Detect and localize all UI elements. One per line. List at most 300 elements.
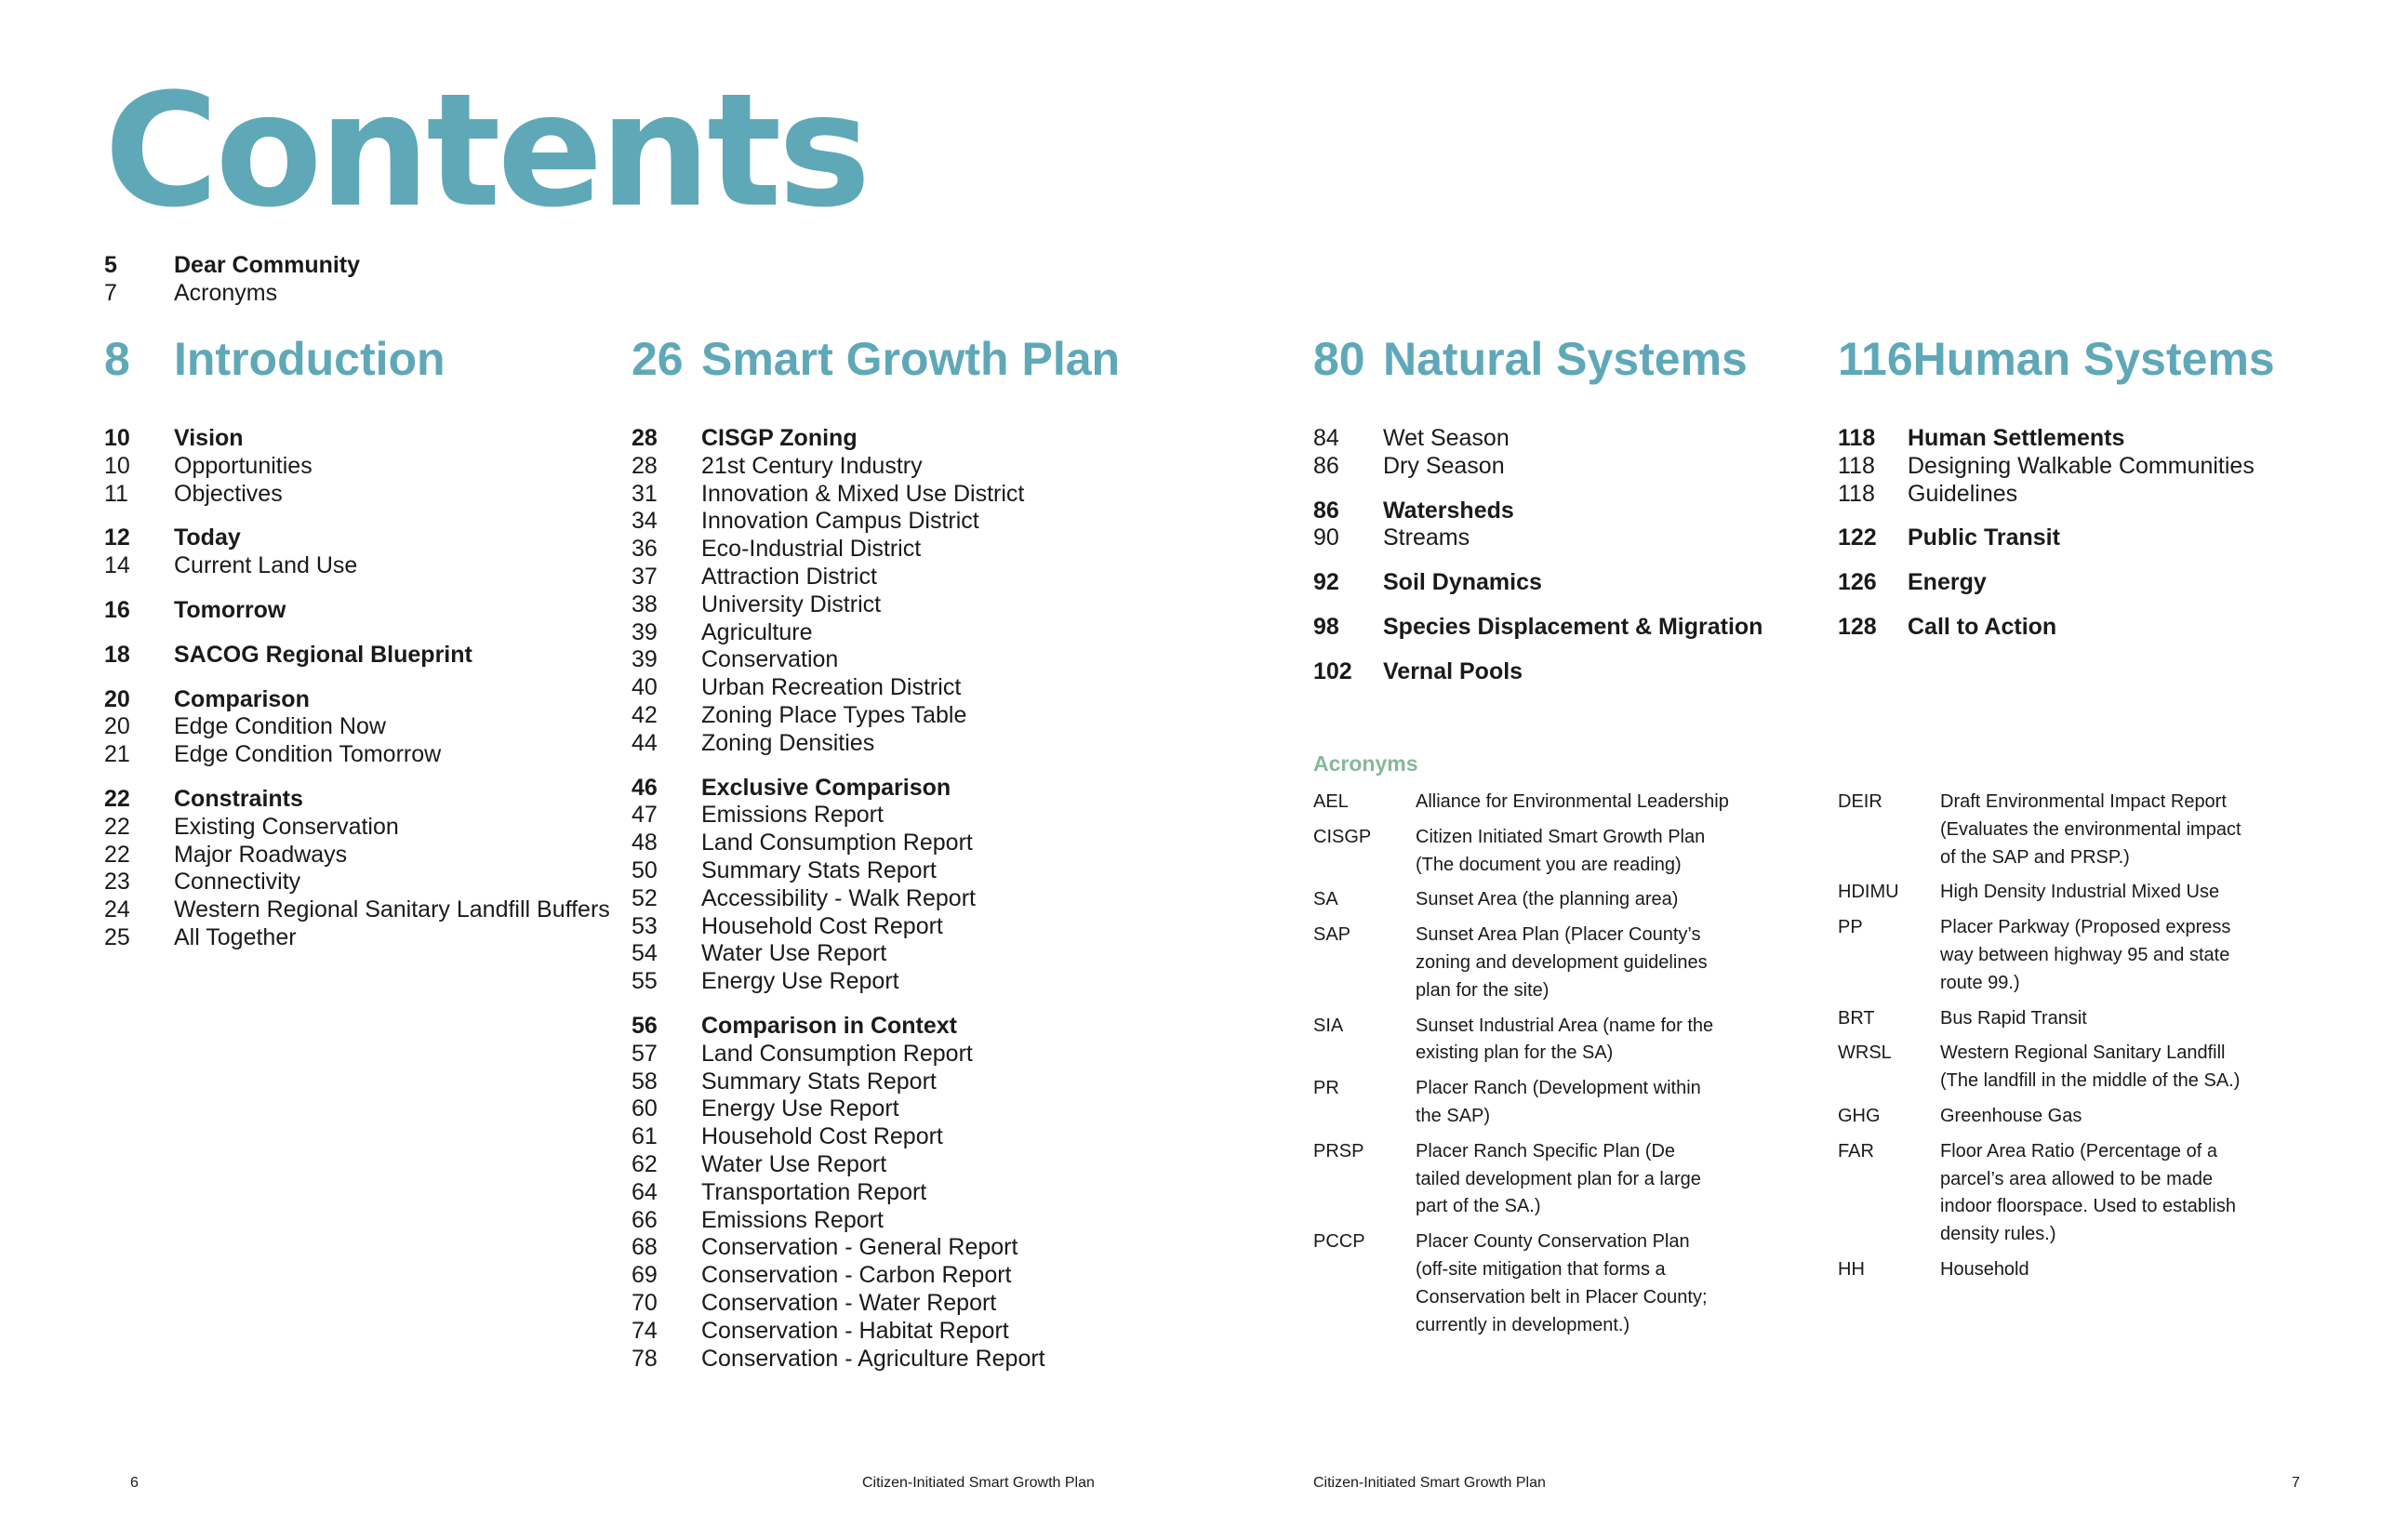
toc-entry[interactable] [632, 1290, 1120, 1318]
section-entries [1838, 425, 2275, 642]
acronym-abbreviation: DEIR [1838, 791, 1882, 812]
acronym-abbreviation: PRSP [1313, 1140, 1364, 1162]
acronym-abbreviation: GHG [1838, 1105, 1881, 1126]
toc-page-number: 54 [632, 940, 658, 967]
toc-page-number: 21 [104, 741, 130, 768]
toc-group [632, 775, 1120, 996]
acronym-definition-line: route 99.) [1940, 972, 2020, 993]
toc-page-number: 50 [632, 856, 658, 883]
toc-group [104, 425, 610, 508]
toc-page-number: 39 [632, 618, 658, 645]
section-title: Introduction [174, 333, 446, 385]
toc-label: Today [174, 524, 241, 551]
toc-entry[interactable] [632, 1013, 1120, 1041]
toc-label: Innovation Campus District [701, 508, 979, 535]
toc-label: Species Displacement & Migration [1383, 613, 1763, 640]
toc-entry[interactable] [632, 1095, 1120, 1123]
acronym-entry [1313, 1075, 1760, 1131]
toc-entry[interactable] [632, 425, 1120, 453]
toc-label: CISGP Zoning [701, 425, 858, 451]
toc-label: Call to Action [1908, 613, 2057, 640]
toc-entry[interactable] [632, 802, 1120, 830]
toc-label: Conservation - Agriculture Report [701, 1345, 1045, 1372]
toc-entry[interactable] [632, 885, 1120, 913]
toc-group [1838, 569, 2275, 597]
toc-group [104, 597, 610, 625]
toc-page-number: 23 [104, 869, 130, 896]
toc-entry[interactable] [104, 869, 610, 896]
acronym-definition-line: Household [1940, 1258, 2029, 1280]
toc-label: Summary Stats Report [701, 1068, 937, 1095]
toc-entry[interactable] [104, 425, 610, 453]
acronym-definition [1416, 1138, 1760, 1221]
toc-label: Energy Use Report [701, 1095, 899, 1122]
toc-entry[interactable] [104, 814, 610, 842]
toc-label: Zoning Place Types Table [701, 701, 967, 728]
section-entries [632, 425, 1120, 1373]
acronym-entry [1838, 879, 2284, 907]
toc-page-number: 90 [1313, 524, 1339, 551]
toc-page-number: 118 [1838, 425, 1876, 451]
toc-entry[interactable] [104, 924, 610, 952]
toc-entry[interactable] [104, 896, 610, 924]
toc-page-number: 86 [1313, 497, 1339, 524]
toc-page-number: 22 [104, 785, 130, 812]
acronym-definition [1416, 824, 1760, 880]
section-entries [104, 425, 610, 952]
toc-label: Land Consumption Report [701, 1040, 973, 1067]
section-page-number: 116 [1838, 333, 1913, 385]
toc-page-number: 86 [1313, 452, 1339, 479]
section-entries [1313, 425, 1762, 686]
toc-page-number: 118 [1838, 480, 1875, 507]
toc-entry[interactable] [632, 591, 1120, 619]
toc-entry[interactable] [1313, 614, 1762, 642]
acronym-definition [1940, 914, 2284, 997]
toc-label: Emissions Report [701, 802, 884, 829]
toc-entry[interactable] [104, 597, 610, 625]
toc-label: Transportation Report [701, 1178, 927, 1205]
toc-label: Exclusive Comparison [701, 774, 951, 801]
toc-label: Watersheds [1383, 497, 1514, 524]
acronym-definition-line: Bus Rapid Transit [1940, 1007, 2087, 1029]
toc-group [1313, 658, 1762, 686]
acronym-definition-line: High Density Industrial Mixed Use [1940, 882, 2220, 903]
toc-label: Tomorrow [174, 596, 286, 623]
acronym-definition-line: existing plan for the SA) [1416, 1042, 1614, 1064]
acronym-definition-line: parcel’s area allowed to be made [1940, 1168, 2214, 1189]
toc-entry[interactable] [104, 713, 610, 741]
toc-entry[interactable] [104, 642, 610, 670]
acronym-abbreviation: HDIMU [1838, 882, 1899, 903]
toc-page-number: 64 [632, 1178, 658, 1205]
acronym-definition-line: part of the SA.) [1416, 1196, 1541, 1217]
acronym-entry [1838, 789, 2284, 871]
toc-group [1313, 425, 1762, 481]
section-page-number: 80 [1313, 333, 1365, 385]
toc-group [104, 786, 610, 952]
acronyms-list-left [1313, 789, 1760, 1347]
toc-label: Eco-Industrial District [701, 536, 922, 563]
toc-page-number: 128 [1838, 613, 1877, 640]
toc-entry[interactable] [632, 1069, 1120, 1096]
acronym-definition-line: tailed development plan for a large [1416, 1168, 1701, 1189]
acronym-definition [1416, 1228, 1760, 1339]
toc-entry[interactable] [632, 1318, 1120, 1346]
toc-page-number: 55 [632, 968, 658, 995]
acronym-abbreviation: AEL [1313, 791, 1349, 812]
acronym-definition-line: indoor floorspace. Used to establish [1940, 1196, 2236, 1217]
toc-page-number: 16 [104, 596, 130, 623]
acronym-entry [1313, 1228, 1760, 1339]
acronym-abbreviation: CISGP [1313, 826, 1372, 847]
toc-page-number: 39 [632, 646, 658, 673]
acronym-definition [1416, 1013, 1760, 1069]
acronym-definition [1940, 1138, 2284, 1249]
acronym-definition-line: the SAP) [1416, 1105, 1491, 1126]
toc-entry[interactable] [632, 1262, 1120, 1290]
toc-label: Guidelines [1908, 480, 2018, 507]
acronym-definition-line: Placer Ranch (Development within [1416, 1078, 1701, 1099]
acronym-definition-line: way between highway 95 and state [1940, 944, 2230, 965]
toc-label: Wet Season [1383, 425, 1510, 451]
toc-entry[interactable] [1313, 569, 1762, 597]
toc-group [1313, 498, 1762, 553]
acronym-definition-line: Sunset Industrial Area (name for the [1416, 1015, 1714, 1036]
toc-page-number: 70 [632, 1289, 658, 1316]
acronym-abbreviation: SIA [1313, 1015, 1344, 1036]
acronym-definition-line: (Evaluates the environmental impact [1940, 818, 2241, 840]
toc-entry[interactable] [632, 940, 1120, 968]
toc-label: Emissions Report [701, 1206, 884, 1233]
toc-label: Conservation - Water Report [701, 1289, 997, 1316]
toc-label: Comparison [174, 685, 310, 712]
acronym-definition-line: Placer County Conservation Plan [1416, 1231, 1690, 1253]
toc-label: Public Transit [1908, 524, 2060, 551]
toc-entry[interactable] [632, 968, 1120, 996]
toc-entry[interactable] [1838, 569, 2275, 597]
toc-entry[interactable] [1313, 498, 1762, 525]
acronym-definition [1416, 1075, 1760, 1131]
toc-label: Dry Season [1383, 452, 1505, 479]
toc-entry[interactable] [632, 1234, 1120, 1262]
toc-page-number: 68 [632, 1234, 658, 1261]
acronym-definition [1940, 1040, 2284, 1095]
toc-entry[interactable] [104, 741, 610, 769]
toc-page-number: 38 [632, 591, 658, 617]
toc-entry[interactable] [632, 857, 1120, 885]
toc-page-number: 7 [104, 280, 117, 306]
toc-entry[interactable] [1313, 524, 1762, 552]
toc-page-number: 102 [1313, 657, 1352, 684]
toc-label: Attraction District [701, 563, 877, 590]
toc-page-number: 22 [104, 841, 130, 868]
toc-page-number: 20 [104, 685, 130, 712]
acronym-definition [1416, 886, 1760, 914]
toc-label: Agriculture [701, 618, 813, 645]
acronym-definition-line: density rules.) [1940, 1224, 2056, 1245]
toc-entry[interactable] [632, 536, 1120, 564]
acronym-definition-line: Draft Environmental Impact Report [1940, 791, 2227, 812]
toc-entry[interactable] [1838, 453, 2275, 481]
toc-label: Innovation & Mixed Use District [701, 480, 1025, 507]
page-title: Contents [104, 60, 868, 242]
toc-label: Vision [174, 425, 244, 451]
toc-page-number: 40 [632, 674, 658, 701]
toc-label: Vernal Pools [1383, 657, 1523, 684]
toc-entry[interactable] [632, 508, 1120, 536]
toc-entry[interactable] [632, 830, 1120, 857]
toc-page-number: 98 [1313, 613, 1339, 640]
toc-page-number: 66 [632, 1206, 658, 1233]
acronym-entry [1313, 824, 1760, 880]
toc-page-number: 22 [104, 813, 130, 840]
toc-label: Energy [1908, 569, 1987, 596]
toc-label: Conservation - General Report [701, 1234, 1018, 1261]
section-heading[interactable] [1313, 331, 1762, 387]
toc-entry[interactable] [632, 619, 1120, 647]
toc-entry[interactable] [104, 453, 610, 481]
acronym-entry [1838, 1138, 2284, 1249]
toc-label: Constraints [174, 785, 303, 812]
toc-label: Edge Condition Now [174, 713, 386, 740]
toc-entry[interactable] [632, 1123, 1120, 1151]
acronym-definition [1416, 789, 1760, 816]
toc-label: University District [701, 591, 882, 617]
toc-entry[interactable] [632, 730, 1120, 758]
toc-label: Conservation [701, 646, 839, 673]
toc-page-number: 60 [632, 1095, 658, 1122]
acronym-abbreviation: HH [1838, 1258, 1865, 1280]
toc-label: Accessibility - Walk Report [701, 884, 976, 911]
acronym-definition-line: (The document you are reading) [1416, 854, 1682, 875]
acronym-abbreviation: SAP [1313, 924, 1351, 946]
toc-page-number: 52 [632, 884, 658, 911]
toc-page-number: 10 [104, 425, 130, 451]
toc-label: Opportunities [174, 452, 313, 479]
toc-entry[interactable] [632, 646, 1120, 674]
toc-entry[interactable] [632, 1207, 1120, 1235]
toc-entry[interactable] [104, 524, 610, 552]
toc-page-number: 62 [632, 1150, 658, 1177]
toc-label: Summary Stats Report [701, 856, 937, 883]
toc-page-number: 56 [632, 1012, 658, 1039]
toc-label: Streams [1383, 524, 1470, 551]
section-page-number: 8 [104, 333, 130, 385]
toc-entry[interactable] [1313, 425, 1762, 453]
toc-label: Urban Recreation District [701, 674, 962, 701]
toc-group [1313, 614, 1762, 642]
acronym-definition-line: of the SAP and PRSP.) [1940, 846, 2130, 868]
toc-page-number: 61 [632, 1123, 658, 1150]
acronym-definition-line: Sunset Area (the planning area) [1416, 889, 1679, 910]
toc-page-number: 20 [104, 713, 130, 740]
acronym-abbreviation: FAR [1838, 1140, 1874, 1162]
toc-group [1838, 524, 2275, 552]
toc-entry[interactable] [632, 1041, 1120, 1069]
acronym-definition [1416, 922, 1760, 1004]
toc-page-number: 36 [632, 536, 658, 563]
section-title: Natural Systems [1383, 333, 1748, 385]
acronym-abbreviation: BRT [1838, 1007, 1875, 1029]
toc-label: Household Cost Report [701, 912, 943, 939]
toc-page-number: 11 [104, 480, 128, 507]
toc-group [104, 642, 610, 670]
acronyms-heading: Acronyms [1313, 751, 1418, 776]
toc-page-number: 18 [104, 641, 130, 668]
acronym-definition-line: zoning and development guidelines [1416, 951, 1708, 973]
acronym-entry [1313, 1138, 1760, 1221]
toc-entry[interactable] [632, 702, 1120, 730]
toc-page-number: 84 [1313, 425, 1339, 451]
acronym-definition-line: (The landfill in the middle of the SA.) [1940, 1070, 2241, 1092]
acronym-definition [1940, 789, 2284, 871]
acronym-entry [1313, 886, 1760, 914]
toc-page-number: 34 [632, 508, 658, 535]
toc-label: Comparison in Context [701, 1012, 958, 1039]
acronym-definition-line: Floor Area Ratio (Percentage of a [1940, 1140, 2217, 1162]
section-title: Human Systems [1912, 333, 2275, 385]
toc-group [104, 524, 610, 580]
acronym-definition-line: plan for the site) [1416, 979, 1550, 1001]
toc-page-number: 31 [632, 480, 658, 507]
front-matter-list [104, 251, 360, 307]
toc-label: Zoning Densities [701, 729, 875, 756]
toc-label: Current Land Use [174, 552, 358, 579]
acronym-definition-line: (off-site mitigation that forms a [1416, 1258, 1666, 1280]
acronym-definition-line: Placer Ranch Specific Plan (De [1416, 1140, 1676, 1162]
toc-page-number: 74 [632, 1317, 658, 1344]
toc-entry[interactable] [632, 564, 1120, 591]
toc-label: Objectives [174, 480, 283, 507]
acronym-definition-line: Sunset Area Plan (Placer County’s [1416, 924, 1701, 946]
toc-label: Acronyms [174, 280, 278, 306]
toc-page-number: 126 [1838, 569, 1877, 596]
toc-page-number: 44 [632, 729, 658, 756]
acronym-definition [1940, 1005, 2284, 1033]
section-heading[interactable] [632, 331, 1120, 387]
toc-entry[interactable] [632, 1346, 1120, 1374]
toc-entry[interactable] [632, 775, 1120, 803]
toc-label: Water Use Report [701, 940, 887, 967]
toc-page-number: 28 [632, 452, 658, 479]
acronym-definition-line: Greenhouse Gas [1940, 1105, 2082, 1126]
toc-entry[interactable] [104, 842, 610, 870]
acronym-entry [1313, 922, 1760, 1004]
toc-page-number: 5 [104, 252, 117, 278]
toc-page-number: 14 [104, 552, 130, 579]
toc-label: Major Roadways [174, 841, 348, 868]
acronym-definition-line: Western Regional Sanitary Landfill [1940, 1042, 2226, 1064]
footer-title-right: Citizen-Initiated Smart Growth Plan [1313, 1475, 1546, 1491]
toc-entry[interactable] [104, 786, 610, 814]
toc-label: Soil Dynamics [1383, 569, 1542, 596]
section-heading[interactable] [1838, 331, 2275, 387]
toc-entry[interactable] [1838, 524, 2275, 552]
toc-entry[interactable] [104, 481, 610, 509]
toc-entry[interactable] [632, 1179, 1120, 1207]
toc-page-number: 42 [632, 701, 658, 728]
toc-page-number: 69 [632, 1262, 658, 1289]
toc-entry[interactable] [1313, 453, 1762, 481]
toc-entry[interactable] [1313, 658, 1762, 686]
section-page-number: 26 [632, 333, 684, 385]
toc-page-number: 46 [632, 774, 658, 801]
toc-label: Connectivity [174, 869, 301, 896]
acronym-definition [1940, 1103, 2284, 1131]
acronym-abbreviation: SA [1313, 889, 1338, 910]
acronym-definition [1940, 879, 2284, 907]
acronym-abbreviation: PR [1313, 1078, 1339, 1099]
toc-entry[interactable] [1838, 614, 2275, 642]
toc-entry[interactable] [632, 674, 1120, 702]
toc-label: Energy Use Report [701, 968, 899, 995]
footer-page-number-left: 6 [130, 1475, 139, 1491]
toc-entry[interactable] [1838, 481, 2275, 509]
toc-page-number: 47 [632, 802, 658, 829]
toc-label: Western Regional Sanitary Landfill Buffers [174, 896, 610, 923]
toc-page-number: 58 [632, 1068, 658, 1095]
toc-entry[interactable] [632, 453, 1120, 481]
footer-title-left: Citizen-Initiated Smart Growth Plan [862, 1475, 1095, 1491]
toc-page-number: 24 [104, 896, 130, 923]
toc-page-number: 28 [632, 425, 658, 451]
toc-entry[interactable] [104, 686, 610, 714]
toc-entry[interactable] [632, 913, 1120, 941]
acronym-entry [1313, 1013, 1760, 1069]
toc-page-number: 92 [1313, 569, 1339, 596]
acronym-definition-line: Placer Parkway (Proposed express [1940, 917, 2231, 938]
toc-label: Land Consumption Report [701, 830, 973, 856]
acronym-abbreviation: PP [1838, 917, 1863, 938]
toc-entry[interactable] [104, 251, 360, 279]
toc-entry[interactable] [632, 1151, 1120, 1179]
section-smart-growth-plan [632, 331, 1120, 1373]
acronym-entry [1838, 1005, 2284, 1033]
toc-page-number: 48 [632, 830, 658, 856]
toc-label: All Together [174, 923, 297, 950]
toc-label: Conservation - Habitat Report [701, 1317, 1009, 1344]
acronyms-list-right [1838, 789, 2284, 1292]
acronym-definition-line: currently in development.) [1416, 1314, 1630, 1335]
toc-label: 21st Century Industry [701, 452, 923, 479]
toc-entry[interactable] [632, 481, 1120, 509]
acronym-entry [1313, 789, 1760, 816]
acronym-definition-line: Citizen Initiated Smart Growth Plan [1416, 826, 1706, 847]
section-title: Smart Growth Plan [701, 333, 1121, 385]
acronym-abbreviation: PCCP [1313, 1231, 1365, 1253]
section-introduction [104, 331, 610, 952]
section-heading[interactable] [104, 331, 610, 387]
acronym-entry [1838, 1103, 2284, 1131]
toc-page-number: 122 [1838, 524, 1877, 551]
acronym-definition-line: Conservation belt in Placer County; [1416, 1286, 1708, 1308]
acronym-entry [1838, 1256, 2284, 1284]
acronym-definition [1940, 1256, 2284, 1284]
toc-label: Human Settlements [1908, 425, 2125, 451]
toc-page-number: 53 [632, 912, 658, 939]
acronym-abbreviation: WRSL [1838, 1042, 1892, 1064]
toc-entry[interactable] [104, 279, 360, 307]
toc-entry[interactable] [1838, 425, 2275, 453]
footer-page-number-right: 7 [2292, 1475, 2300, 1491]
section-natural-systems [1313, 331, 1762, 686]
toc-group [1313, 569, 1762, 597]
toc-group [1838, 425, 2275, 508]
toc-label: Existing Conservation [174, 813, 399, 840]
toc-label: SACOG Regional Blueprint [174, 641, 472, 668]
toc-entry[interactable] [104, 552, 610, 580]
